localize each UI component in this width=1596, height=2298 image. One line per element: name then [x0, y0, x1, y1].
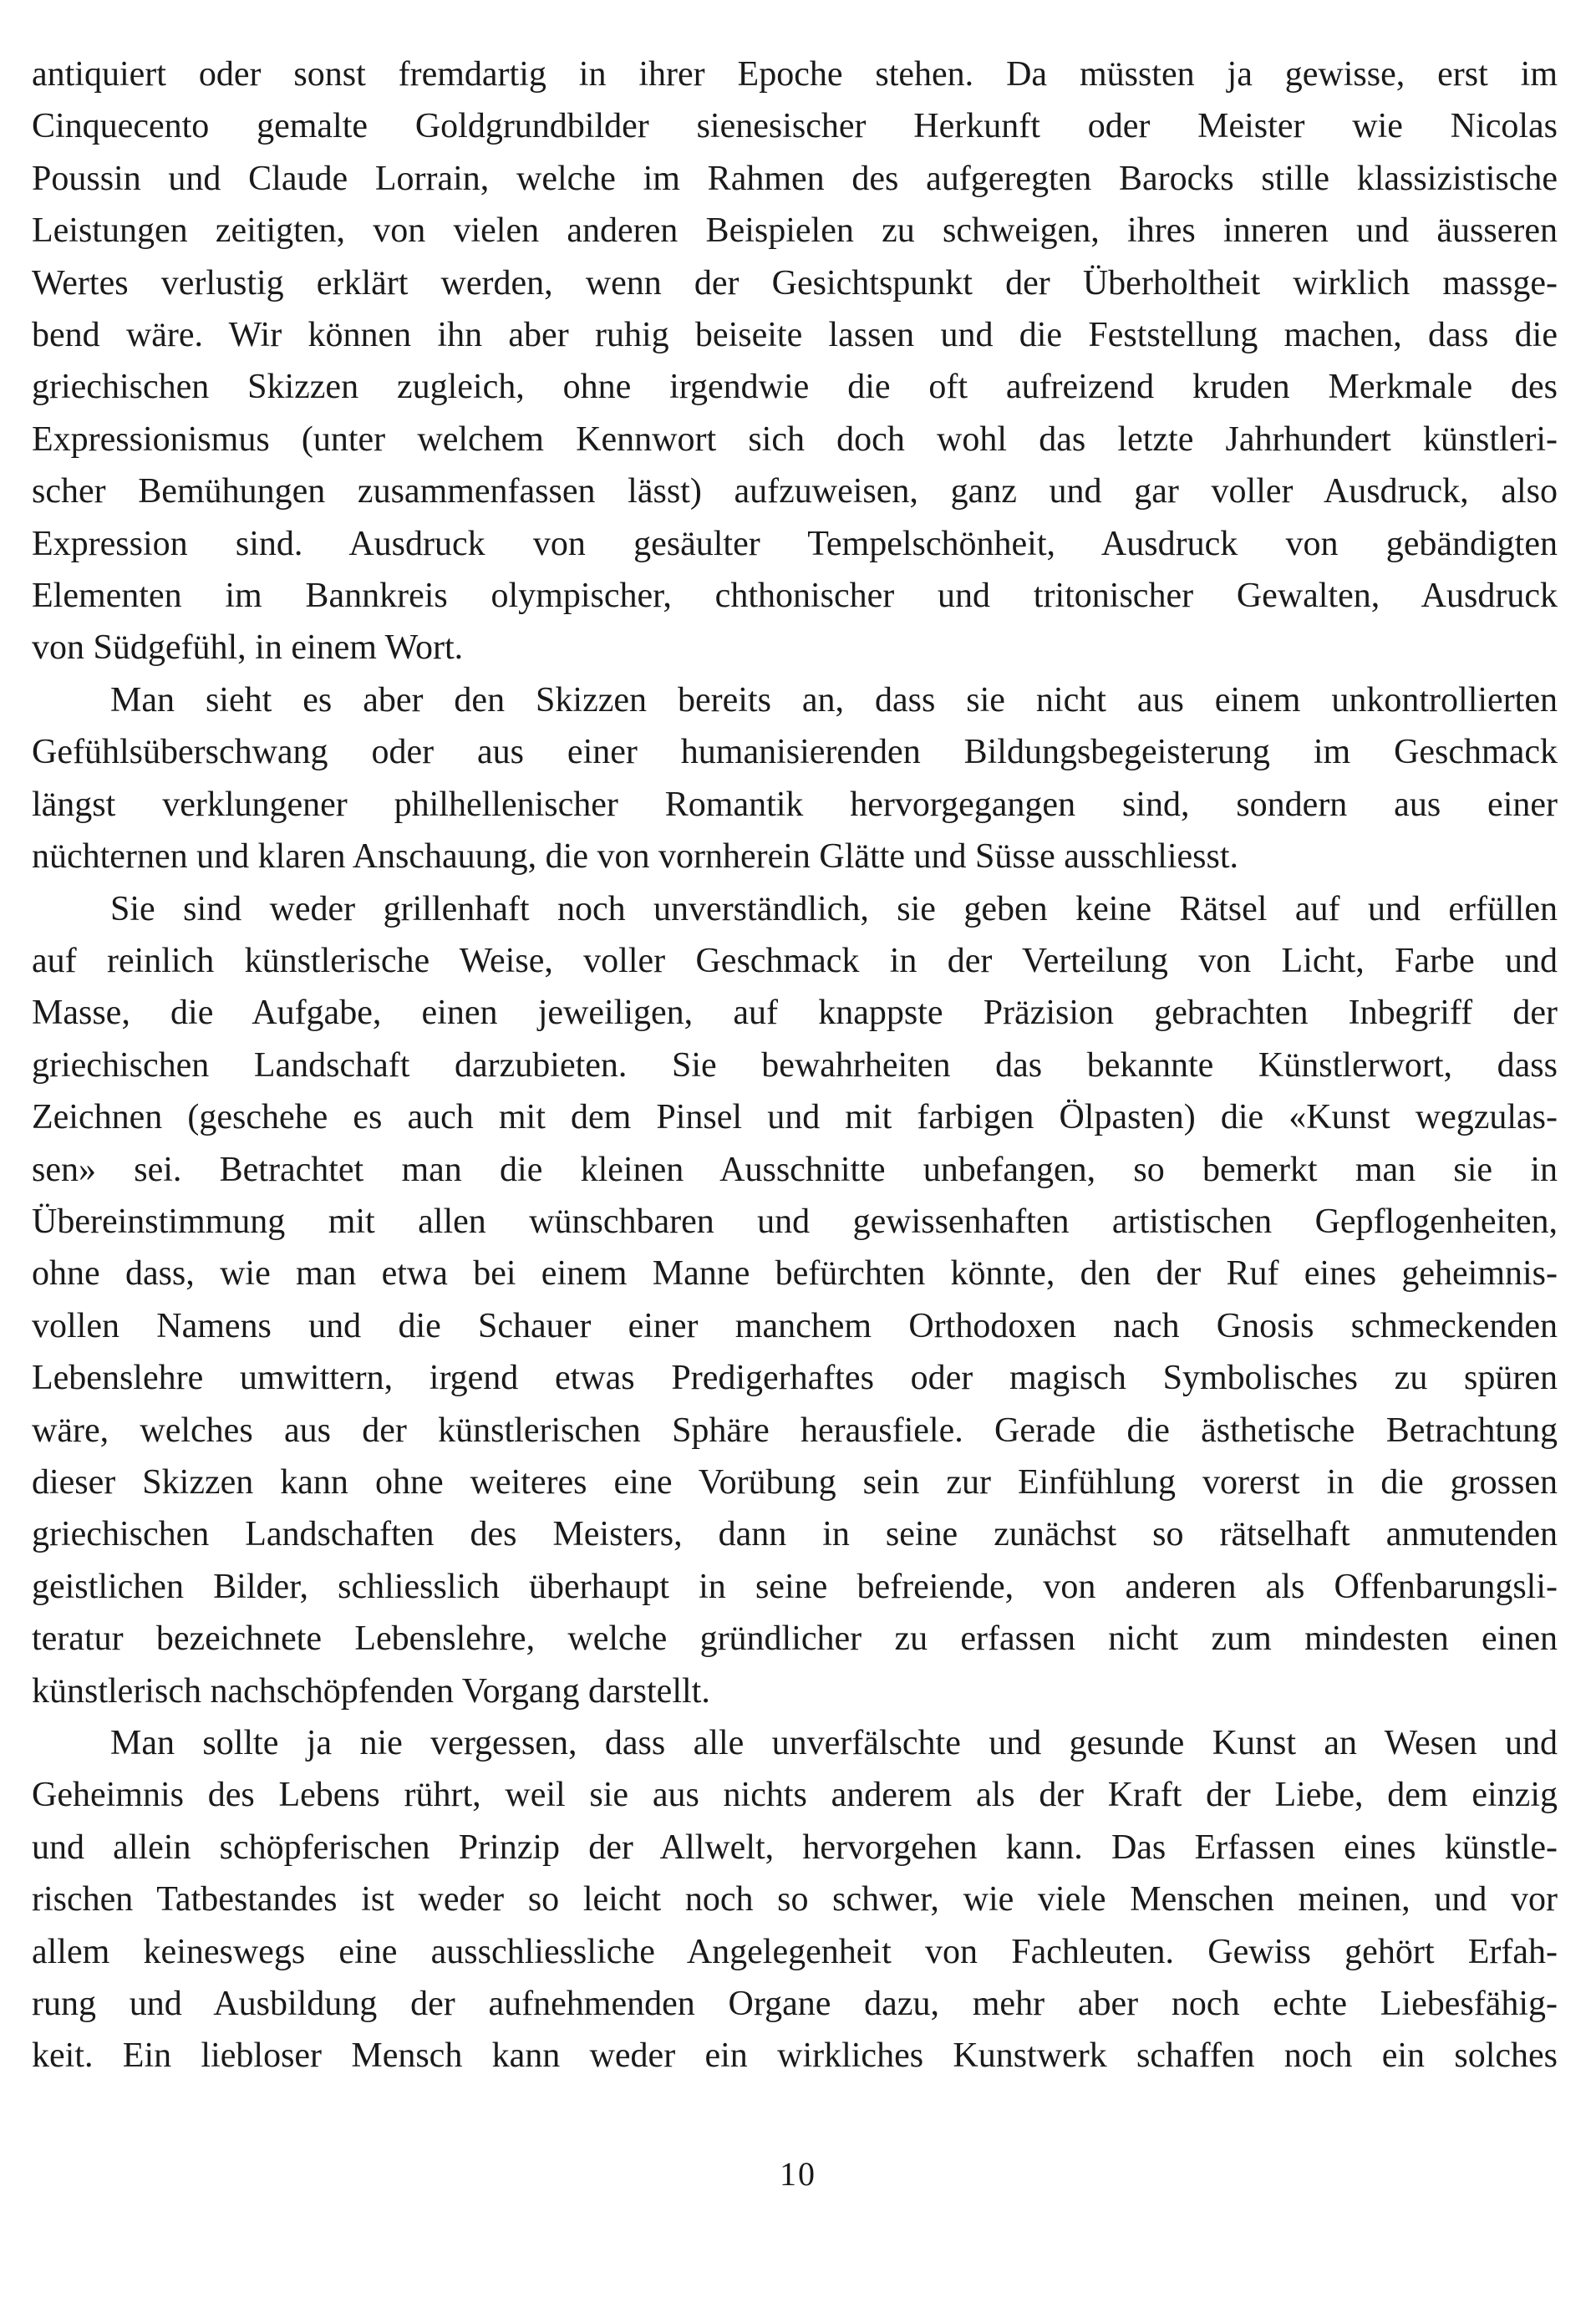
- text-line: Übereinstimmung mit allen wünschbaren und gewissenhaften artistischen Gepflogenheiten,: [32, 1202, 1558, 1241]
- text-line: Man sieht es aber den Skizzen bereits an, dass sie nicht aus einem unkontrollierten: [110, 680, 1558, 719]
- text-line: Poussin und Claude Lorrain, welche im Rahmen des aufgeregten Barocks stille klassizistische: [32, 159, 1558, 198]
- text-line: rung und Ausbildung der aufnehmenden Organe dazu, mehr aber noch echte Liebesfähig-: [32, 1985, 1558, 2024]
- text-line: bend wäre. Wir können ihn aber ruhig beiseite lassen und die Feststellung machen, dass die: [32, 316, 1558, 355]
- paragraph: [32, 883, 1558, 1718]
- text-line: griechischen Skizzen zugleich, ohne irgendwie die oft aufreizend kruden Merkmale des: [32, 368, 1558, 407]
- text-line: scher Bemühungen zusammenfassen lässt) aufzuweisen, ganz und gar voller Ausdruck, also: [32, 472, 1558, 511]
- text-line: Cinquecento gemalte Goldgrundbilder sienesischer Herkunft oder Meister wie Nicolas: [32, 107, 1558, 146]
- text-line: Gefühlsüberschwang oder aus einer humanisierenden Bildungsbegeisterung im Geschmack: [32, 733, 1558, 772]
- text-line: und allein schöpferischen Prinzip der Allwelt, hervorgehen kann. Das Erfassen eines künstle-: [32, 1828, 1558, 1867]
- text-line: ohne dass, wie man etwa bei einem Manne befürchten könnte, den der Ruf eines geheimnis-: [32, 1254, 1558, 1294]
- text-line: keit. Ein liebloser Mensch kann weder ein wirkliches Kunstwerk schaffen noch ein solches: [32, 2036, 1558, 2076]
- text-line: rischen Tatbestandes ist weder so leicht noch so schwer, wie viele Menschen meinen, und vor: [32, 1880, 1558, 1919]
- text-line: sen» sei. Betrachtet man die kleinen Ausschnitte unbefangen, so bemerkt man sie in: [32, 1150, 1558, 1189]
- text-line: Wertes verlustig erklärt werden, wenn der Gesichtspunkt der Überholtheit wirklich massge-: [32, 263, 1558, 303]
- text-line: griechischen Landschaft darzubieten. Sie bewahrheiten das bekannte Künstlerwort, dass: [32, 1045, 1558, 1085]
- text-line: Leistungen zeitigten, von vielen anderen Beispielen zu schweigen, ihres inneren und äusseren: [32, 211, 1558, 251]
- text-line: Geheimnis des Lebens rührt, weil sie aus nichts anderem als der Kraft der Liebe, dem einzig: [32, 1776, 1558, 1815]
- text-line: wäre, welches aus der künstlerischen Sphäre herausfiele. Gerade die ästhetische Betrachtung: [32, 1411, 1558, 1450]
- text-line: von Südgefühl, in einem Wort.: [32, 628, 464, 668]
- text-line: dieser Skizzen kann ohne weiteres eine Vorübung sein zur Einfühlung vorerst in die grossen: [32, 1462, 1558, 1502]
- text-line: Lebenslehre umwittern, irgend etwas Predigerhaftes oder magisch Symbolisches zu spüren: [32, 1359, 1558, 1398]
- text-line: antiquiert oder sonst fremdartig in ihrer Epoche stehen. Da müssten ja gewisse, erst im: [32, 55, 1558, 94]
- text-line: Elementen im Bannkreis olympischer, chthonischer und tritonischer Gewalten, Ausdruck: [32, 577, 1558, 616]
- paragraph: [32, 674, 1558, 883]
- paragraph: [32, 48, 1558, 674]
- text-line: griechischen Landschaften des Meisters, dann in seine zunächst so rätselhaft anmutenden: [32, 1515, 1558, 1554]
- text-line: Man sollte ja nie vergessen, dass alle unverfälschte und gesunde Kunst an Wesen und: [110, 1724, 1558, 1762]
- text-line: allem keineswegs eine ausschliessliche Angelegenheit von Fachleuten. Gewiss gehört Erfah-: [32, 1932, 1558, 1971]
- text-line: Expressionismus (unter welchem Kennwort sich doch wohl das letzte Jahrhundert künstleri-: [32, 419, 1558, 459]
- text-line: teratur bezeichnete Lebenslehre, welche gründlicher zu erfassen nicht zum mindesten einen: [32, 1619, 1558, 1659]
- text-line: geistlichen Bilder, schliesslich überhaupt in seine befreiende, von anderen als Offenbarungsli-: [32, 1567, 1558, 1606]
- paragraph: [32, 1717, 1558, 2082]
- text-line: Expression sind. Ausdruck von gesäulter Tempelschönheit, Ausdruck von gebändigten: [32, 524, 1558, 563]
- text-line: Sie sind weder grillenhaft noch unverständlich, sie geben keine Rätsel auf und erfüllen: [110, 889, 1558, 928]
- page-text-body: [32, 48, 1558, 2082]
- text-line: auf reinlich künstlerische Weise, voller Geschmack in der Verteilung von Licht, Farbe und: [32, 941, 1558, 980]
- text-line: längst verklungener philhellenischer Romantik hervorgegangen sind, sondern aus einer: [32, 785, 1558, 824]
- text-line: nüchternen und klaren Anschauung, die von vornherein Glätte und Süsse ausschliesst.: [32, 837, 1239, 877]
- text-line: Zeichnen (geschehe es auch mit dem Pinsel und mit farbigen Ölpasten) die «Kunst wegzulas-: [32, 1098, 1558, 1137]
- text-line: Masse, die Aufgabe, einen jeweiligen, auf knappste Präzision gebrachten Inbegriff der: [32, 994, 1558, 1033]
- text-line: vollen Namens und die Schauer einer manchem Orthodoxen nach Gnosis schmeckenden: [32, 1306, 1558, 1345]
- page-number: 10: [780, 2155, 816, 2193]
- text-line: künstlerisch nachschöpfenden Vorgang darstellt.: [32, 1671, 710, 1711]
